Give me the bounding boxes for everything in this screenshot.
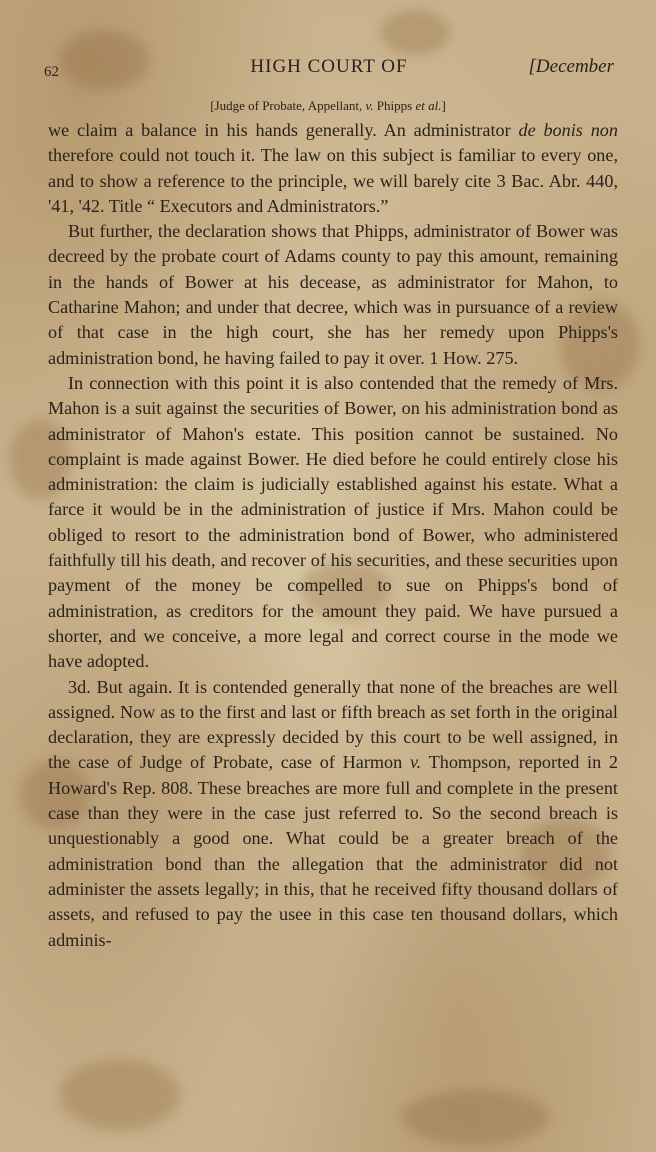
paragraph-3: In connection with this point it is also contended that the remedy of Mrs. Mahon is a suit against the securities of Bower, on his administration bond as administrator of Mahon's estate. This position cannot be sustained. No complaint is made against Bower. He died before he could entirely close his administration: the claim is judicially established against his estate. What a farce it would be in the administration of justice if Mrs. Mahon could be obliged to resort to the administration bond of Bower, who administered faithfully till his death, and recover of his securities, and these securities upon payment of the money be compelled to sue on Phipps's bond of administration, as creditors for the amount they paid. We have pursued a shorter, and we conceive, a more legal and correct course in the mode we have adopted. [48,372,618,672]
paragraph-1-text-c: therefore could not touch it. The law on this subject is familiar to every one, and to show a reference to the principle, we will barely cite 3 Bac. Abr. 440, '41, '42. Title “ Executors and Administrators.” [48,145,618,216]
running-title: HIGH COURT OF [250,56,408,77]
running-month: [December [528,56,614,77]
page-header [44,54,614,82]
case-caption [0,98,656,114]
paragraph-4-text-a: 3d. But again. It is contended generally that none of the breaches are well assigned. Now as to the first and last or fifth breach as set forth in the original declaration, they are expressly decided by this court to be well assigned, in the case of Judge of Probate, case of Harmon [48,676,618,773]
page-number: 62 [44,64,59,80]
paragraph-4-italic-v: v. [409,752,422,773]
paragraph-1-italic: de bonis non [518,120,618,140]
caption-prefix: [Judge of Probate, Appellant, [210,98,366,113]
caption-suffix: ] [441,98,446,113]
caption-et-al: et al. [415,98,442,113]
paragraph-1 [48,118,618,219]
caption-v: v. [365,98,374,113]
paragraph-4 [48,675,618,953]
paragraph-2: But further, the declaration shows that Phipps, administrator of Bower was decreed by the probate court of Adams county to pay this amount, remaining in the hands of Bower at his decease, as administrator for Mahon, to Catharine Mahon; and under that decree, which was in pursuance of a review of that case in the high court, she has her remedy upon Phipps's administration bond, he having failed to pay it over. 1 How. 275. [48,221,618,368]
body-text [48,118,618,953]
paragraph-1-text-a: we claim a balance in his hands generally. An administrator [48,120,519,140]
caption-middle: Phipps [373,98,416,113]
paragraph-4-text-b: Thompson, reported in 2 Howard's Rep. 808. These breaches are more full and complete in the present case than they were in the case just referred to. So the second breach is unquestionably a good one. What could be a greater breach of the administration bond than the allegation that the administrator did not administer the assets legally; in this, that he received fifty thousand dollars of assets, and refused to pay the usee in this case ten thousand dollars, which adminis- [48,752,618,950]
